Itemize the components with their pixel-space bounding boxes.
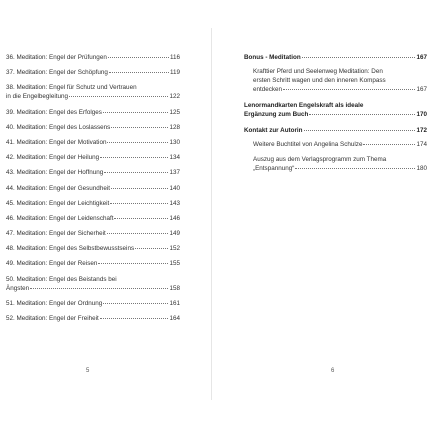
dot-leader — [283, 88, 415, 90]
toc-entry[interactable]: 48. Meditation: Engel des Selbstbewusstseins 152 — [6, 245, 180, 253]
toc-right — [244, 53, 427, 179]
toc-entry-auszug[interactable]: Auszug aus dem Verlagsprogramm zum Thema „Entspannung“ 180 — [253, 156, 427, 173]
toc-page-number: 170 — [416, 111, 427, 118]
page-number-right: 6 — [331, 368, 335, 374]
toc-page-number: 137 — [169, 169, 180, 177]
toc-page-number: 155 — [169, 260, 180, 268]
dot-leader — [295, 167, 415, 169]
right-page — [213, 0, 425, 425]
toc-entry[interactable]: 38. Meditation: Engel für Schutz und Vertrauen in die Engelbegleitung 122 — [6, 84, 180, 101]
dot-leader — [98, 262, 168, 264]
dot-leader — [111, 126, 168, 128]
dot-leader — [304, 129, 416, 131]
toc-page-number: 134 — [169, 154, 180, 162]
toc-entry[interactable]: 51. Meditation: Engel der Ordnung 161 — [6, 299, 180, 307]
toc-entry[interactable]: 42. Meditation: Engel der Heilung 134 — [6, 154, 180, 162]
toc-page-number: 152 — [169, 245, 180, 253]
toc-page-number: 146 — [169, 214, 180, 222]
toc-page-number: 130 — [169, 138, 180, 146]
toc-entry[interactable]: 43. Meditation: Engel der Hoffnung 137 — [6, 169, 180, 177]
toc-entry[interactable]: 47. Meditation: Engel der Sicherheit 149 — [6, 230, 180, 238]
toc-entry[interactable]: 37. Meditation: Engel der Schöpfung 119 — [6, 69, 180, 77]
toc-entry[interactable]: 40. Meditation: Engel des Loslassens 128 — [6, 123, 180, 131]
dot-leader — [107, 232, 169, 234]
dot-leader — [100, 317, 169, 319]
toc-entry-bonus-sub[interactable]: Krafttier Pferd und Seelenweg Meditation: Den ersten Schritt wagen und den inneren Kompass entdecken 167 — [253, 68, 427, 93]
toc-entry[interactable]: 45. Meditation: Engel der Leichtigkeit 143 — [6, 199, 180, 207]
dot-leader — [108, 56, 169, 58]
dot-leader — [69, 95, 169, 97]
toc-entry-weitere[interactable]: Weitere Buchtitel von Angelina Schulze 174 — [253, 141, 427, 148]
toc-entry[interactable]: 49. Meditation: Engel der Reisen 155 — [6, 260, 180, 268]
toc-page-number: 116 — [169, 54, 180, 61]
toc-page-number: 158 — [169, 284, 180, 292]
toc-entry[interactable]: 44. Meditation: Engel der Gesundheit 140 — [6, 184, 180, 192]
dot-leader — [30, 287, 168, 289]
toc-entry[interactable]: 52. Meditation: Engel der Freiheit 164 — [6, 315, 180, 322]
toc-page-number: 140 — [169, 184, 180, 192]
toc-entry-lenormand[interactable]: Lenormandkarten Engelskraft als ideale Ergänzung zum Buch 170 — [244, 102, 427, 118]
toc-page-number: 161 — [169, 299, 180, 307]
toc-left — [6, 53, 180, 329]
dot-leader — [111, 187, 169, 189]
left-page — [0, 0, 212, 425]
dot-leader — [104, 171, 168, 173]
toc-entry[interactable]: 41. Meditation: Engel der Motivation 130 — [6, 138, 180, 146]
toc-page-number: 122 — [169, 93, 180, 101]
toc-page-number: 149 — [169, 230, 180, 238]
dot-leader — [103, 302, 168, 304]
toc-page-number: 167 — [416, 54, 427, 61]
toc-entry[interactable]: 50. Meditation: Engel des Beistands bei Ängsten 158 — [6, 275, 180, 292]
toc-page-number: 167 — [416, 86, 427, 93]
dot-leader — [135, 247, 168, 249]
toc-page-number: 180 — [416, 165, 427, 173]
page-number-left: 5 — [86, 368, 90, 374]
toc-page-number: 143 — [169, 199, 180, 207]
dot-leader — [100, 156, 168, 158]
dot-leader — [103, 111, 169, 113]
toc-entry-bonus[interactable]: Bonus - Meditation 167 — [244, 54, 427, 61]
toc-entry[interactable]: 39. Meditation: Engel des Erfolges 125 — [6, 108, 180, 116]
toc-page-number: 172 — [416, 127, 427, 134]
toc-page-number: 164 — [169, 315, 180, 322]
dot-leader — [109, 71, 169, 73]
toc-entry[interactable]: 36. Meditation: Engel der Prüfungen 116 — [6, 54, 180, 61]
toc-page-number: 174 — [416, 141, 427, 148]
dot-leader — [363, 143, 415, 145]
dot-leader — [107, 141, 168, 143]
dot-leader — [114, 217, 168, 219]
dot-leader — [110, 202, 168, 204]
toc-page-number: 128 — [169, 123, 180, 131]
toc-entry[interactable]: 46. Meditation: Engel der Leidenschaft 146 — [6, 214, 180, 222]
toc-entry-kontakt[interactable]: Kontakt zur Autorin 172 — [244, 127, 427, 134]
toc-page-number: 119 — [169, 69, 180, 77]
dot-leader — [309, 113, 415, 115]
dot-leader — [302, 56, 416, 58]
book-spine-divider — [211, 28, 212, 400]
toc-page-number: 125 — [169, 108, 180, 116]
